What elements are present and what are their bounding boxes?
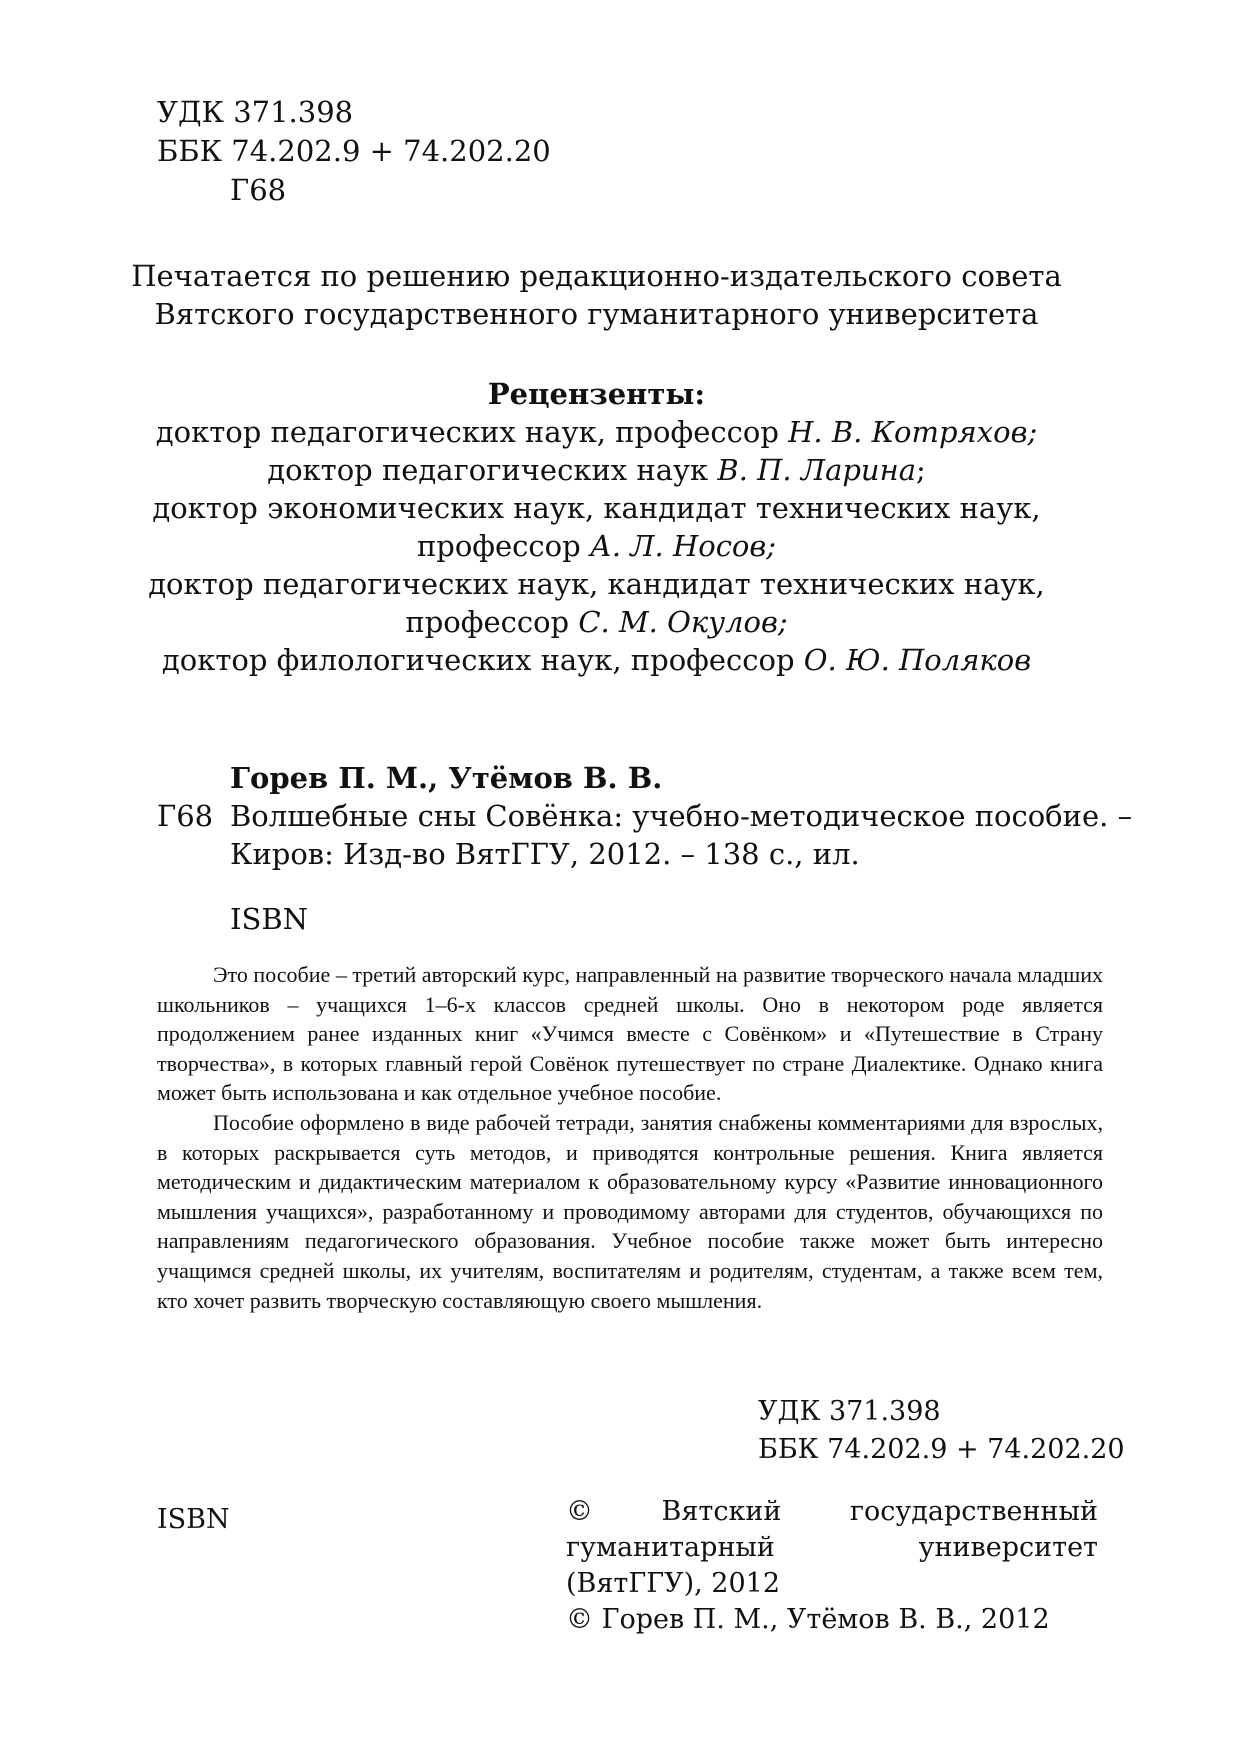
footer-udk: УДК 371.398 bbox=[758, 1396, 941, 1427]
reviewer-name: О. Ю. Поляков bbox=[803, 643, 1032, 677]
reviewer-line bbox=[0, 415, 1217, 449]
footer-bbk: ББК 74.202.9 + 74.202.20 bbox=[758, 1434, 1125, 1465]
abstract bbox=[157, 960, 1103, 1315]
reviewers-title: Рецензенты: bbox=[487, 377, 706, 411]
authorization-line: Печатается по решению редакционно-издательского совета bbox=[131, 259, 1062, 293]
book-title-line: Волшебные сны Совёнка: учебно-методическое пособие. – bbox=[230, 799, 1133, 833]
bbk-code: ББК 74.202.9 + 74.202.20 bbox=[157, 134, 551, 168]
reviewer-line bbox=[0, 529, 1217, 563]
book-imprint-line: Киров: Изд-во ВятГГУ, 2012. – 138 с., ил. bbox=[230, 837, 860, 871]
author-mark: Г68 bbox=[230, 173, 287, 207]
reviewer-degree: доктор педагогических наук, кандидат технических наук, bbox=[148, 567, 1045, 601]
reviewer-degree: доктор экономических наук, кандидат технических наук, bbox=[152, 491, 1041, 525]
reviewer-line bbox=[0, 605, 1217, 639]
footer-isbn: ISBN bbox=[157, 1504, 230, 1535]
book-authors bbox=[230, 761, 663, 795]
authors-text: Горев П. М., Утёмов В. В. bbox=[230, 761, 663, 795]
reviewer-degree: профессор bbox=[405, 605, 579, 639]
abstract-paragraph: Пособие оформлено в виде рабочей тетради, занятия снабжены комментариями для взрослых, в которых раскрывается суть методов, и приводятся контрольные решения. Книга является методическим и дидактическим материалом к образовательному курсу «Развитие инновационного мышления учащихся», разработанному и проводимому авторами для студентов, обучающихся по направлениям педагогического образования. Учебное пособие также может быть интересно учащимся средней школы, их учителям, воспитателям и родителям, студентам, а также всем тем, кто хочет развить творческую составляющую своего мышления. bbox=[157, 1109, 1103, 1313]
reviewer-name: А. Л. Носов; bbox=[589, 529, 777, 563]
reviewer-line bbox=[0, 491, 1217, 525]
reviewer-suffix: ; bbox=[916, 453, 926, 487]
bib-author-mark: Г68 bbox=[157, 799, 214, 833]
reviewer-degree: доктор педагогических наук, профессор bbox=[155, 415, 789, 449]
reviewer-name: Н. В. Котряхов; bbox=[788, 415, 1038, 449]
copyright-block bbox=[566, 1494, 1098, 1638]
abstract-paragraph: Это пособие – третий авторский курс, направленный на развитие творческого начала младших школьников – учащихся 1–6-х классов средней школы. Оно в некотором роде является продолжением ранее изданных книг «Учимся вместе с Совёнком» и «Путешествие в Страну творчества», в которых главный герой Совёнок путешествует по стране Диалектике. Однако книга может быть использована и как отдельное учебное пособие. bbox=[157, 962, 1103, 1106]
reviewer-line bbox=[0, 453, 1217, 487]
reviewer-line bbox=[0, 643, 1217, 677]
reviewer-degree: доктор филологических наук, профессор bbox=[161, 643, 804, 677]
reviewer-degree: профессор bbox=[416, 529, 590, 563]
bib-isbn: ISBN bbox=[230, 902, 309, 936]
reviewer-degree: доктор педагогических наук bbox=[267, 453, 718, 487]
authorization-line: Вятского государственного гуманитарного университета bbox=[154, 297, 1039, 331]
reviewer-line bbox=[0, 567, 1217, 601]
reviewer-name: С. М. Окулов; bbox=[578, 605, 788, 639]
reviewer-name: В. П. Ларина bbox=[717, 453, 916, 487]
udk-code: УДК 371.398 bbox=[157, 95, 354, 129]
copyright-university: © Вятский государственный гуманитарный университет (ВятГГУ), 2012 bbox=[566, 1496, 1098, 1599]
copyright-authors: © Горев П. М., Утёмов В. В., 2012 bbox=[566, 1604, 1050, 1635]
